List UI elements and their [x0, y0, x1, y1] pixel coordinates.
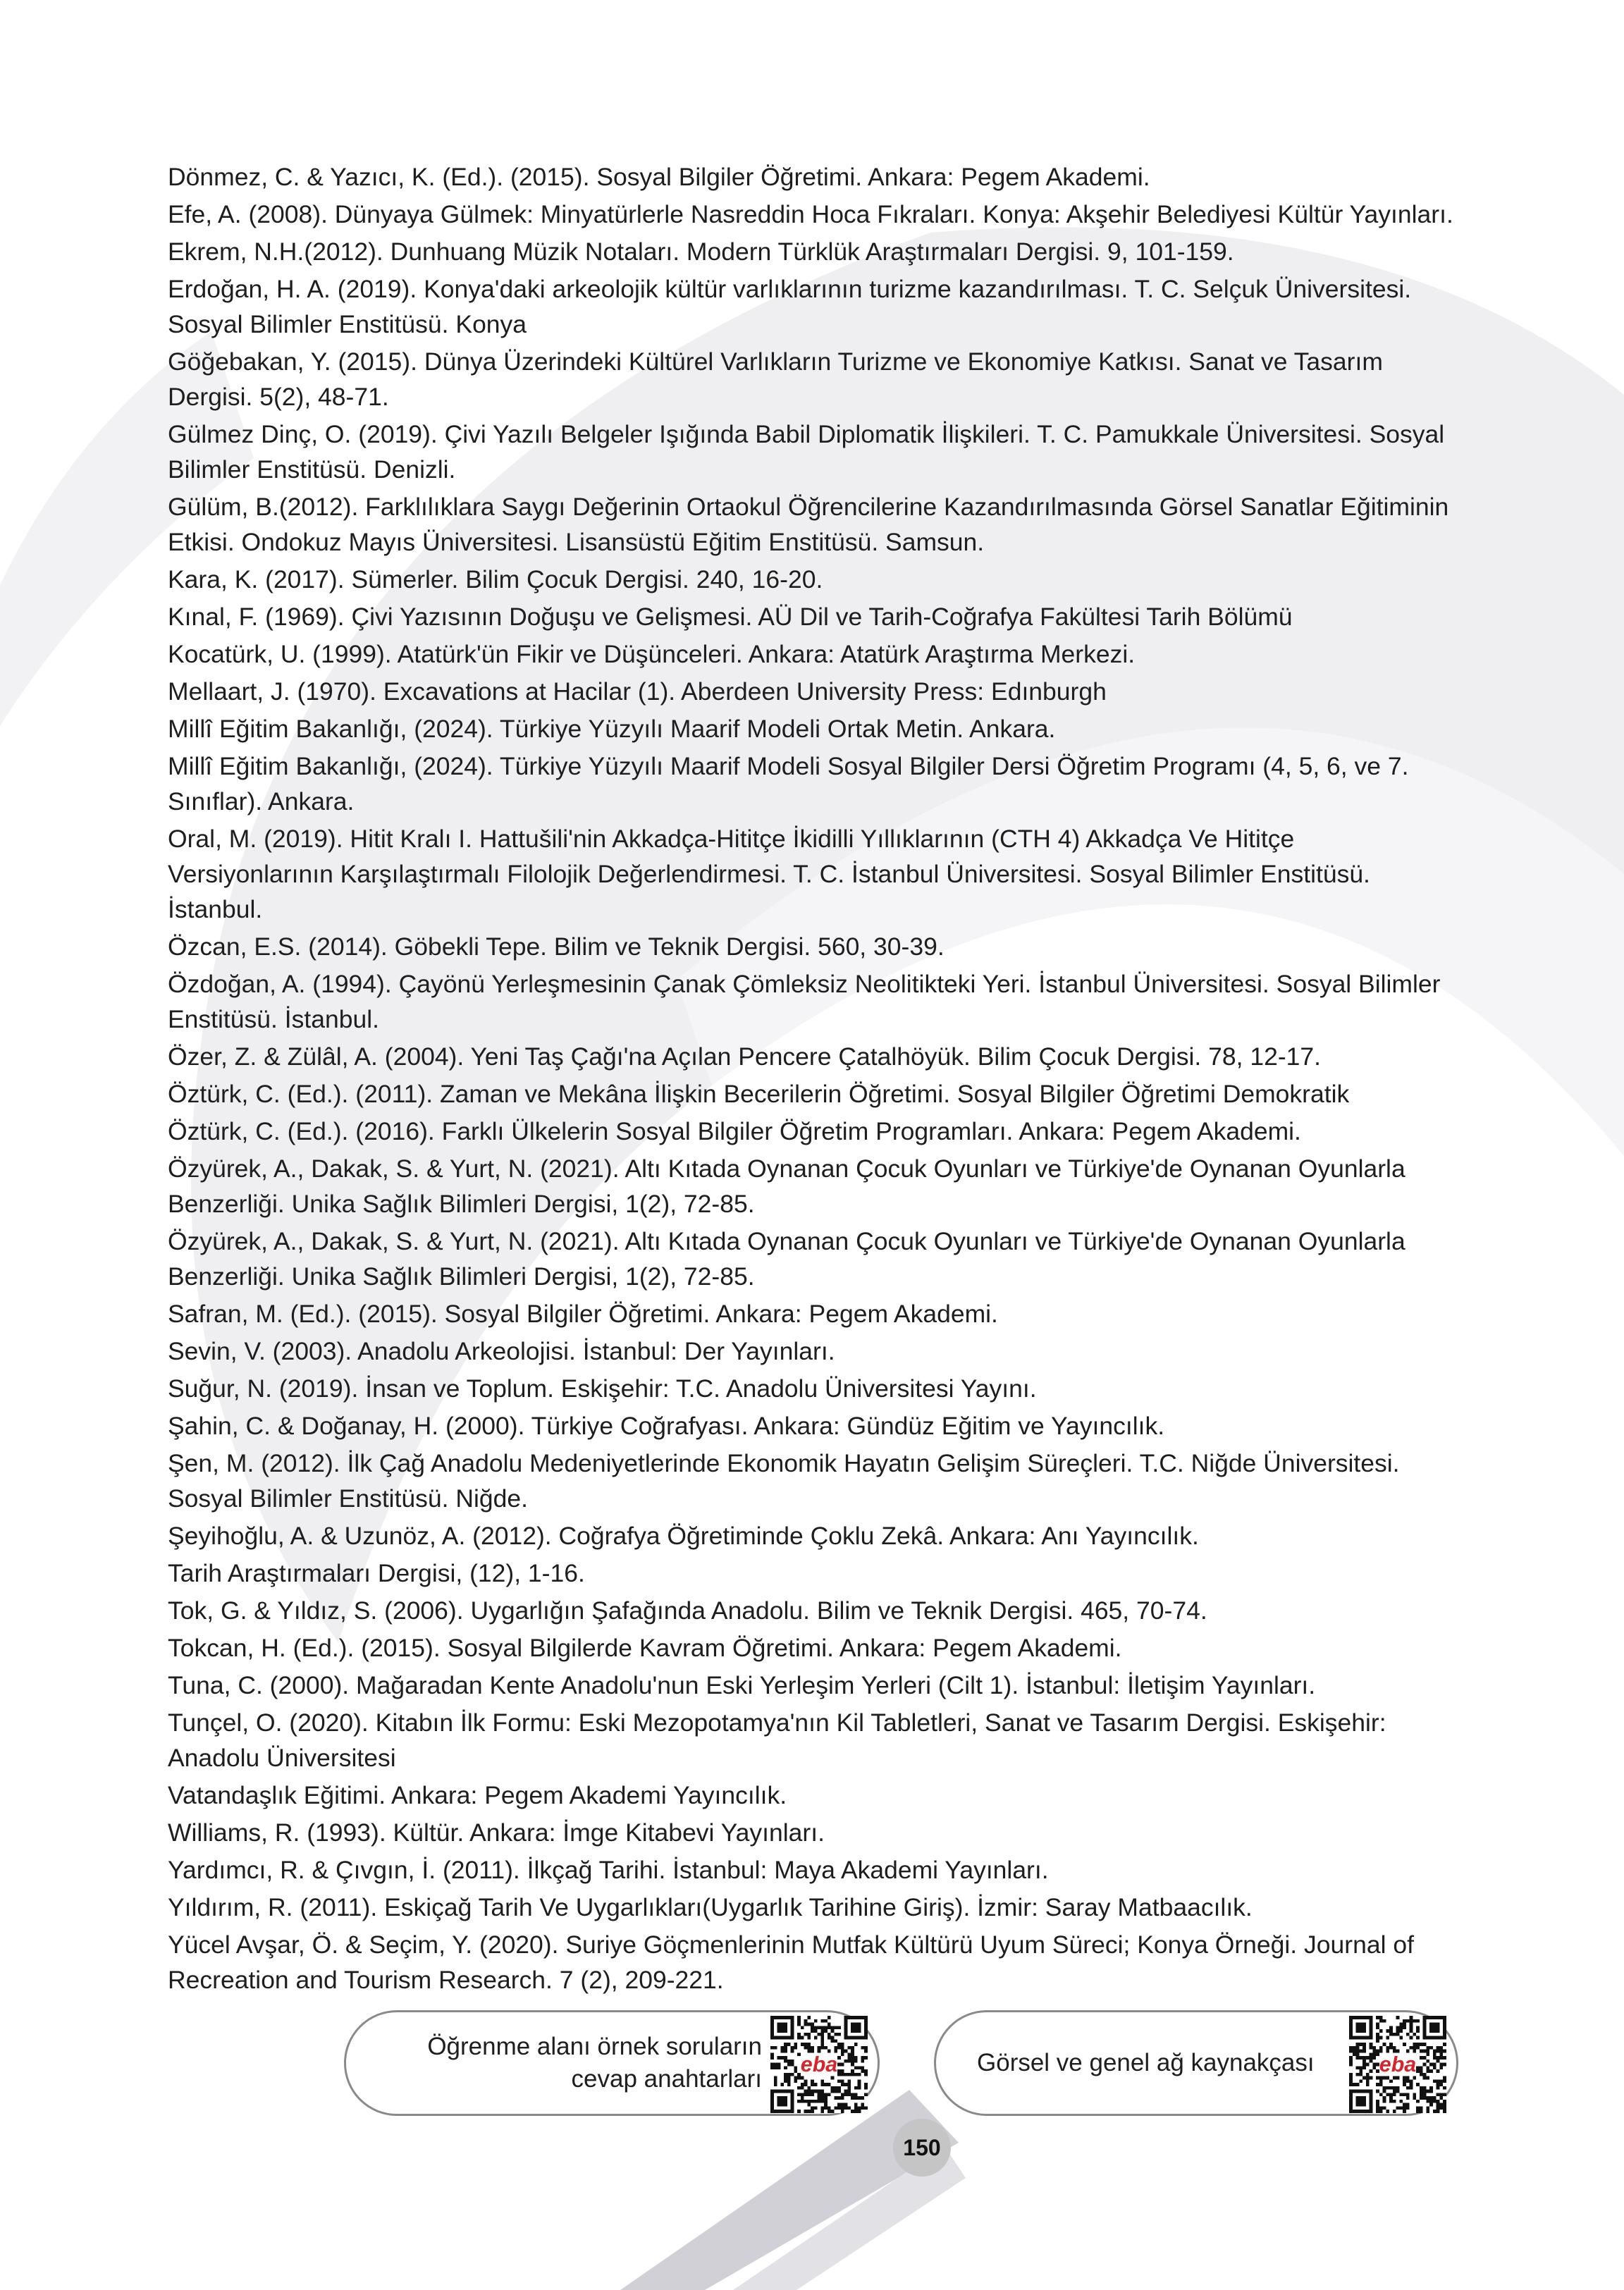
qr-card-answer-keys-label — [427, 2012, 762, 2114]
eba-logo: eba — [1379, 2052, 1417, 2076]
reference-item: Yıldırım, R. (2011). Eskiçağ Tarih Ve Uygarlıkları(Uygarlık Tarihine Giriş). İzmir: Saray Matbaacılık. — [168, 1893, 1253, 1921]
reference-item: Gülmez Dinç, O. (2019). Çivi Yazılı Belgeler Işığında Babil Diplomatik İlişkileri. T. C. Pamukkale Üniversitesi. Sosyal Bilimler Enstitüsü. Denizli. — [168, 420, 1445, 484]
reference-item: Millî Eğitim Bakanlığı, (2024). Türkiye Yüzyılı Maarif Modeli Ortak Metin. Ankara. — [168, 715, 1056, 743]
reference-item: Öztürk, C. (Ed.). (2016). Farklı Ülkelerin Sosyal Bilgiler Öğretim Programları. Ankara: Pegem Akademi. — [168, 1117, 1301, 1145]
reference-item: Tok, G. & Yıldız, S. (2006). Uygarlığın Şafağında Anadolu. Bilim ve Teknik Dergisi. 465, 70-74. — [168, 1596, 1207, 1625]
reference-item: Özcan, E.S. (2014). Göbekli Tepe. Bilim ve Teknik Dergisi. 560, 30-39. — [168, 932, 945, 961]
qr-card-label-line: Öğrenme alanı örnek soruların — [427, 2033, 762, 2060]
qr-code-icon[interactable] — [1349, 2016, 1446, 2113]
reference-item: Mellaart, J. (1970). Excavations at Hacilar (1). Aberdeen University Press: Edınburgh — [168, 677, 1107, 706]
reference-item: Göğebakan, Y. (2015). Dünya Üzerindeki Kültürel Varlıkların Turizme ve Ekonomiye Katkısı. Sanat ve Tasarım Dergisi. 5(2), 48-71. — [168, 347, 1383, 411]
reference-item: Öztürk, C. (Ed.). (2011). Zaman ve Mekâna İlişkin Becerilerin Öğretimi. Sosyal Bilgiler Öğretimi Demokratik — [168, 1080, 1350, 1108]
qr-card-label-line: Görsel ve genel ağ kaynakçası — [977, 2049, 1315, 2076]
reference-item: Efe, A. (2008). Dünyaya Gülmek: Minyatürlerle Nasreddin Hoca Fıkraları. Konya: Akşehir Belediyesi Kültür Yayınları. — [168, 200, 1453, 228]
reference-item: Tuna, C. (2000). Mağaradan Kente Anadolu'nun Eski Yerleşim Yerleri (Cilt 1). İstanbul: İletişim Yayınları. — [168, 1671, 1316, 1699]
reference-item: Tarih Araştırmaları Dergisi, (12), 1-16. — [168, 1559, 585, 1587]
qr-card-visual-references[interactable] — [934, 2010, 1458, 2116]
reference-item: Kocatürk, U. (1999). Atatürk'ün Fikir ve Düşünceleri. Ankara: Atatürk Araştırma Merkezi. — [168, 640, 1136, 668]
reference-item: Millî Eğitim Bakanlığı, (2024). Türkiye Yüzyılı Maarif Modeli Sosyal Bilgiler Dersi Öğretim Programı (4, 5, 6, ve 7. Sınıflar). Ankara. — [168, 752, 1409, 815]
reference-item: Kara, K. (2017). Sümerler. Bilim Çocuk Dergisi. 240, 16-20. — [168, 565, 823, 593]
reference-item: Suğur, N. (2019). İnsan ve Toplum. Eskişehir: T.C. Anadolu Üniversitesi Yayını. — [168, 1374, 1037, 1403]
reference-item: Erdoğan, H. A. (2019). Konya'daki arkeolojik kültür varlıklarının turizme kazandırılması. T. C. Selçuk Üniversitesi. Sosyal Bilimler Enstitüsü. Konya — [168, 275, 1412, 338]
reference-item: Vatandaşlık Eğitimi. Ankara: Pegem Akademi Yayıncılık. — [168, 1781, 787, 1809]
reference-list — [168, 159, 1465, 2000]
eba-logo: eba — [800, 2052, 838, 2076]
reference-item: Safran, M. (Ed.). (2015). Sosyal Bilgiler Öğretimi. Ankara: Pegem Akademi. — [168, 1300, 998, 1328]
reference-item: Yücel Avşar, Ö. & Seçim, Y. (2020). Suriye Göçmenlerinin Mutfak Kültürü Uyum Süreci; Konya Örneği. Journal of Recreation and Tourism Research. 7 (2), 209-221. — [168, 1931, 1414, 1994]
qr-card-visual-references-label — [977, 2012, 1315, 2114]
reference-item: Şeyihoğlu, A. & Uzunöz, A. (2012). Coğrafya Öğretiminde Çoklu Zekâ. Ankara: Anı Yayıncılık. — [168, 1522, 1199, 1550]
reference-item: Gülüm, B.(2012). Farklılıklara Saygı Değerinin Ortaokul Öğrencilerine Kazandırılmasında Görsel Sanatlar Eğitiminin Etkisi. Ondokuz Mayıs Üniversitesi. Lisansüstü Eğitim Enstitüsü. Samsun. — [168, 493, 1449, 556]
reference-item: Tunçel, O. (2020). Kitabın İlk Formu: Eski Mezopotamya'nın Kil Tabletleri, Sanat ve Tasarım Dergisi. Eskişehir: Anadolu Üniversitesi — [168, 1709, 1386, 1772]
reference-item: Özyürek, A., Dakak, S. & Yurt, N. (2021). Altı Kıtada Oynanan Çocuk Oyunları ve Türkiye'de Oynanan Oyunlarla Benzerliği. Unika Sağlık Bilimleri Dergisi, 1(2), 72-85. — [168, 1155, 1405, 1218]
reference-item: Özer, Z. & Zülâl, A. (2004). Yeni Taş Çağı'na Açılan Pencere Çatalhöyük. Bilim Çocuk Dergisi. 78, 12-17. — [168, 1042, 1322, 1071]
reference-item: Oral, M. (2019). Hitit Kralı I. Hattušili'nin Akkadça-Hititçe İkidilli Yıllıklarının (CTH 4) Akkadça Ve Hititçe Versiyonlarının Karşılaştırmalı Filolojik Değerlendirmesi. T. C. İstanbul Üniversitesi. Sosyal Bilimler Enstitüsü. İstanbul. — [168, 825, 1370, 923]
reference-item: Şen, M. (2012). İlk Çağ Anadolu Medeniyetlerinde Ekonomik Hayatın Gelişim Süreçleri. T.C. Niğde Üniversitesi. Sosyal Bilimler Enstitüsü. Niğde. — [168, 1449, 1400, 1513]
qr-code-icon[interactable] — [770, 2016, 868, 2113]
reference-item: Ekrem, N.H.(2012). Dunhuang Müzik Notaları. Modern Türklük Araştırmaları Dergisi. 9, 101-159. — [168, 238, 1234, 266]
reference-item: Özdoğan, A. (1994). Çayönü Yerleşmesinin Çanak Çömleksiz Neolitikteki Yeri. İstanbul Üniversitesi. Sosyal Bilimler Enstitüsü. İstanbul. — [168, 970, 1441, 1033]
reference-item: Dönmez, C. & Yazıcı, K. (Ed.). (2015). Sosyal Bilgiler Öğretimi. Ankara: Pegem Akademi. — [168, 163, 1150, 191]
reference-item: Şahin, C. & Doğanay, H. (2000). Türkiye Coğrafyası. Ankara: Gündüz Eğitim ve Yayıncılık. — [168, 1412, 1165, 1440]
reference-item: Yardımcı, R. & Çıvgın, İ. (2011). İlkçağ Tarihi. İstanbul: Maya Akademi Yayınları. — [168, 1856, 1049, 1884]
reference-item: Williams, R. (1993). Kültür. Ankara: İmge Kitabevi Yayınları. — [168, 1818, 825, 1847]
reference-item: Kınal, F. (1969). Çivi Yazısının Doğuşu ve Gelişmesi. AÜ Dil ve Tarih-Coğrafya Fakültesi Tarih Bölümü — [168, 603, 1293, 631]
page-number-badge: 150 — [893, 2119, 951, 2177]
qr-card-answer-keys[interactable] — [344, 2010, 880, 2116]
qr-card-label-line: cevap anahtarları — [571, 2065, 762, 2093]
reference-item: Özyürek, A., Dakak, S. & Yurt, N. (2021). Altı Kıtada Oynanan Çocuk Oyunları ve Türkiye'de Oynanan Oyunlarla Benzerliği. Unika Sağlık Bilimleri Dergisi, 1(2), 72-85. — [168, 1227, 1405, 1291]
reference-item: Tokcan, H. (Ed.). (2015). Sosyal Bilgilerde Kavram Öğretimi. Ankara: Pegem Akademi. — [168, 1634, 1122, 1662]
reference-item: Sevin, V. (2003). Anadolu Arkeolojisi. İstanbul: Der Yayınları. — [168, 1337, 835, 1365]
